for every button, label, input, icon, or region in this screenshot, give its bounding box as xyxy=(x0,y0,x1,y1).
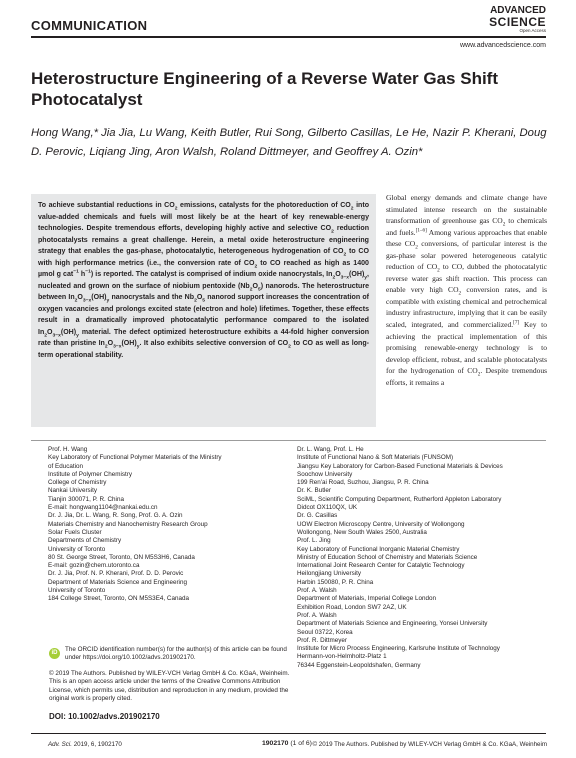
journal-logo xyxy=(438,6,546,34)
footer-page-number: 1902170 (1 of 6) xyxy=(262,740,312,747)
doi-label[interactable]: DOI: 10.1002/advs.201902170 xyxy=(49,712,160,721)
footer-copyright: © 2019 The Authors. Published by WILEY-VCH Verlag GmbH & Co. KGaA, Weinheim xyxy=(312,741,547,748)
journal-url[interactable]: www.advancedscience.com xyxy=(460,42,546,49)
logo-line-science: SCIENCE xyxy=(489,15,546,29)
affiliations-left: Prof. H. Wang Key Laboratory of Functional Polymer Materials of the Ministry of Education Institute of Polymer Chemistry College of Chemistry Nankai University Tianjin 300071, P. R. China E-mail: hongwang1104@nankai.edu.cn Dr. J. Jia, Dr. L. Wang, R. Song, Prof. G. A. Ozin Materials Chemistry and Nanochemistry Research Group Solar Fuels Cluster Departments of Chemistry University of Toronto 80 St. George Street, Toronto, ON M5S3H6, Canada E-mail: gozin@chem.utoronto.ca Dr. J. Jia, Prof. N. P. Kherani, Prof. D. D. Perovic Department of Materials Science and Engineering University of Toronto 184 College Street, Toronto, ON M5S3E4, Canada xyxy=(48,446,222,603)
author-list: Hong Wang,* Jia Jia, Lu Wang, Keith Butler, Rui Song, Gilberto Casillas, Le He, Nazir P. Kherani, Doug D. Perovic, Liqiang Jing, Aron Walsh, Roland Dittmeyer, and Geoffrey A. Ozin* xyxy=(31,127,547,158)
affiliations-divider xyxy=(31,440,546,441)
orcid-note: The ORCID identification number(s) for the author(s) of this article can be found under https://doi.org/10.1002/advs.201902170. xyxy=(65,646,287,662)
reference-citation[interactable]: [1–6] xyxy=(415,227,427,234)
reference-citation[interactable]: [7] xyxy=(513,319,520,326)
article-title: Heterostructure Engineering of a Reverse Water Gas Shift Photocatalyst xyxy=(31,69,498,109)
affiliations-right: Dr. L. Wang, Prof. L. He Institute of Functional Nano & Soft Materials (FUNSOM) Jiangsu Key Laboratory for Carbon-Based Functional Materials & Devices Soochow University 199 Ren'ai Road, Suzhou, Jiangsu, P. R. China Dr. K. Butler SciML, Scientific Computing Department, Rutherford Appleton Laboratory Didcot OX110QX, UK Dr. G. Casillas UOW Electron Microscopy Centre, University of Wollongong Wollongong, New South Wales 2500, Australia Prof. L. Jing Key Laboratory of Functional Inorganic Material Chemistry Ministry of Education School of Chemistry and Materials Science International Joint Research Center for Catalytic Technology Heilongjiang University Harbin 150080, P. R. China Prof. A. Walsh Department of Materials, Imperial College London Exhibition Road, London SW7 2AZ, UK Prof. A. Walsh Department of Materials Science and Engineering, Yonsei University Seoul 03722, Korea Prof. R. Dittmeyer Institute for Micro Process Engineering, Karlsruhe Institute of Technology Hermann-von-Helmholtz-Platz 1 76344 Eggenstein-Leopoldshafen, Germany xyxy=(297,446,503,669)
orcid-icon[interactable]: iD xyxy=(49,648,60,659)
logo-line-advanced: ADVANCED xyxy=(490,5,546,16)
abstract-text: To achieve substantial reductions in $CO_2$ emissions, catalysts for the photoreduction of $CO_2$ into value-added chemicals and fuels will most likely be at the heart of key renewable-energy technologies. Despite tremendous efforts, developing highly active and selective $CO_2$ reduction photocatalysts remains a great challenge. Herein, a metal oxide heterostructure engineering strategy that enables the gas-phase, photocatalytic, heterogeneous hydrogenation of $CO_2$ to CO with high performance metrics (i.e., the conversion rate of $CO_2$ to CO reached as high as 1400 µmol g cat$^{-1}$ $h^{-1}$) is reported. The catalyst is comprised of indium oxide nanocrystals, $In_2O_{3-x}(OH)_y$, nucleated and grown on the surface of niobium pentoxide $(Nb_2O_5)$ nanorods. The heterostructure between $In_2O_{3-x}(OH)_y$ nanocrystals and the $Nb_2O_5$ nanorod support increases the concentration of oxygen vacancies and prolongs excited state (electron and hole) lifetimes. Together, these effects result in a dramatically improved photocatalytic performance compared to the isolated $In_2O_{3-x}(OH)_y$ material. The defect optimized heterostructure exhibits a 44-fold higher conversion rate than pristine $In_2O_{3-x}(OH)_y$. It also exhibits selective conversion of $CO_2$ to CO as well as long-term operational stability. xyxy=(38,202,370,359)
section-label: COMMUNICATION xyxy=(31,18,148,33)
logo-line-open-access: Open Access xyxy=(519,28,546,33)
body-text-column: Global energy demands and climate change have stimulated intense research on the sustainable transformation of greenhouse gas $CO_2$ to chemicals and fuels.[1–6] Among various approaches that enable these $CO_2$ conversions, of particular interest is the gas-phase solar powered heterogeneous catalytic reduction of $CO_2$ to CO, dubbed the photocatalytic reverse water gas shift reaction. This process can enable very high $CO_2$ conversion rates, and is compatible with existing chemical and petrochemical industry infrastructure, implying that it can be easily scaled, integrated, and commercialized.[7] Key to achieving the practical implementation of this promising renewable-energy technology is to develop efficient, robust, and scalable photocatalysts for the hydrogenation of $CO_2$. Despite tremendous efforts, it remains a xyxy=(386,193,548,387)
footer-citation: Adv. Sci. 2019, 6, 1902170 xyxy=(48,741,122,748)
header-rule xyxy=(31,36,546,38)
copyright-notice: © 2019 The Authors. Published by WILEY-VCH Verlag GmbH & Co. KGaA, Weinheim. This is an open access article under the terms of the Creative Commons Attribution License, which permits use, distribution and reproduction in any medium, provided the original work is properly cited. xyxy=(49,670,290,702)
footer-rule xyxy=(31,733,546,734)
